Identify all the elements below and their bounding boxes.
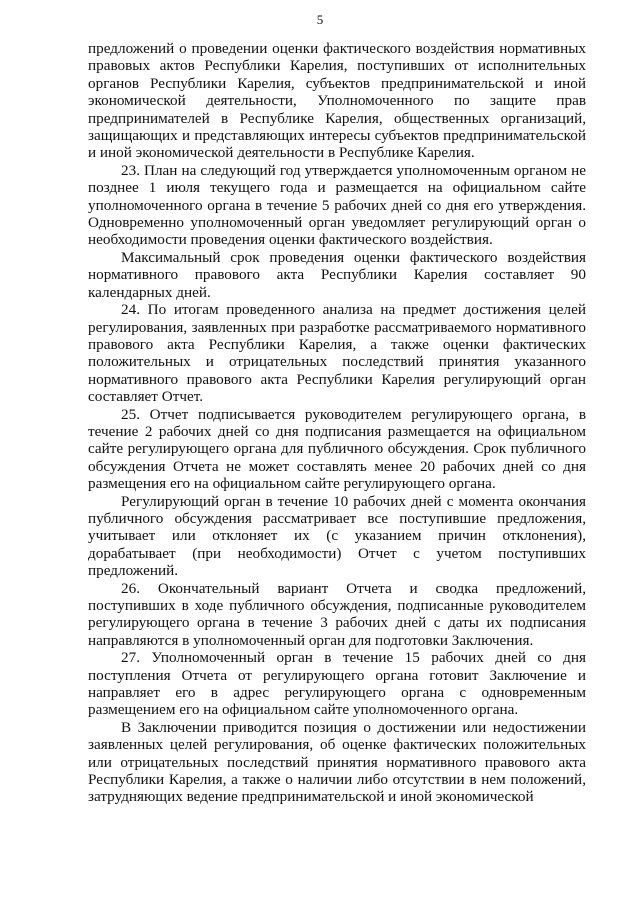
document-body [88, 40, 586, 806]
paragraph-max-term: Максимальный срок проведения оценки фактического воздействия нормативного правового акта Республики Карелия составляет 90 календарных дней. [88, 248, 586, 301]
paragraph-clause-25: 25. Отчет подписывается руководителем регулирующего органа, в течение 2 рабочих дней со дня подписания размещается на официальном сайте регулирующего органа для публичного обсуждения. Срок публичного обсуждения Отчета не может составлять менее 20 рабочих дней со дня размещения его на официальном сайте регулирующего органа. [88, 405, 586, 493]
paragraph-clause-26: 26. Окончательный вариант Отчета и сводка предложений, поступивших в ходе публичного обсуждения, подписанные руководителем регулирующего органа в течение 3 рабочих дней с даты их подписания направляются в уполномоченный орган для подготовки Заключения. [88, 579, 586, 649]
paragraph-clause-27: 27. Уполномоченный орган в течение 15 рабочих дней со дня поступления Отчета от регулирующего органа готовит Заключение и направляет его в адрес регулирующего органа с одновременным размещением его на официальном сайте уполномоченного органа. [88, 649, 586, 719]
page-number: 5 [316, 12, 324, 27]
paragraph-continuation: предложений о проведении оценки фактического воздействия нормативных правовых актов Республики Карелия, поступивших от исполнительных органов Республики Карелия, субъектов предпринимательской и иной экономической деятельности, Уполномоченного по защите прав предпринимателей в Республике Карелия, общественных организаций, защищающих и представляющих интересы субъектов предпринимательской и иной экономической деятельности в Республике Карелия. [88, 40, 586, 162]
paragraph-conclusion: В Заключении приводится позиция о достижении или недостижении заявленных целей регулирования, об оценке фактических положительных или отрицательных последствий принятия нормативного правового акта Республики Карелия, а также о наличии либо отсутствии в нем положений, затрудняющих ведение предпринимательской и иной экономической [88, 718, 586, 806]
paragraph-clause-24: 24. По итогам проведенного анализа на предмет достижения целей регулирования, заявленных при разработке рассматриваемого нормативного правового акта Республики Карелия, а также оценки фактических положительных и отрицательных последствий принятия указанного нормативного правового акта Республики Карелия регулирующий орган составляет Отчет. [88, 301, 586, 406]
paragraph-clause-23: 23. План на следующий год утверждается уполномоченным органом не позднее 1 июля текущего года и размещается на официальном сайте уполномоченного органа в течение 5 рабочих дней со дня его утверждения. Одновременно уполномоченный орган уведомляет регулирующий орган о необходимости проведения оценки фактического воздействия. [88, 161, 586, 249]
paragraph-public-discussion: Регулирующий орган в течение 10 рабочих дней с момента окончания публичного обсуждения рассматривает все поступившие предложения, учитывает или отклоняет их (с указанием причин отклонения), дорабатывает (при необходимости) Отчет с учетом поступивших предложений. [88, 492, 586, 580]
